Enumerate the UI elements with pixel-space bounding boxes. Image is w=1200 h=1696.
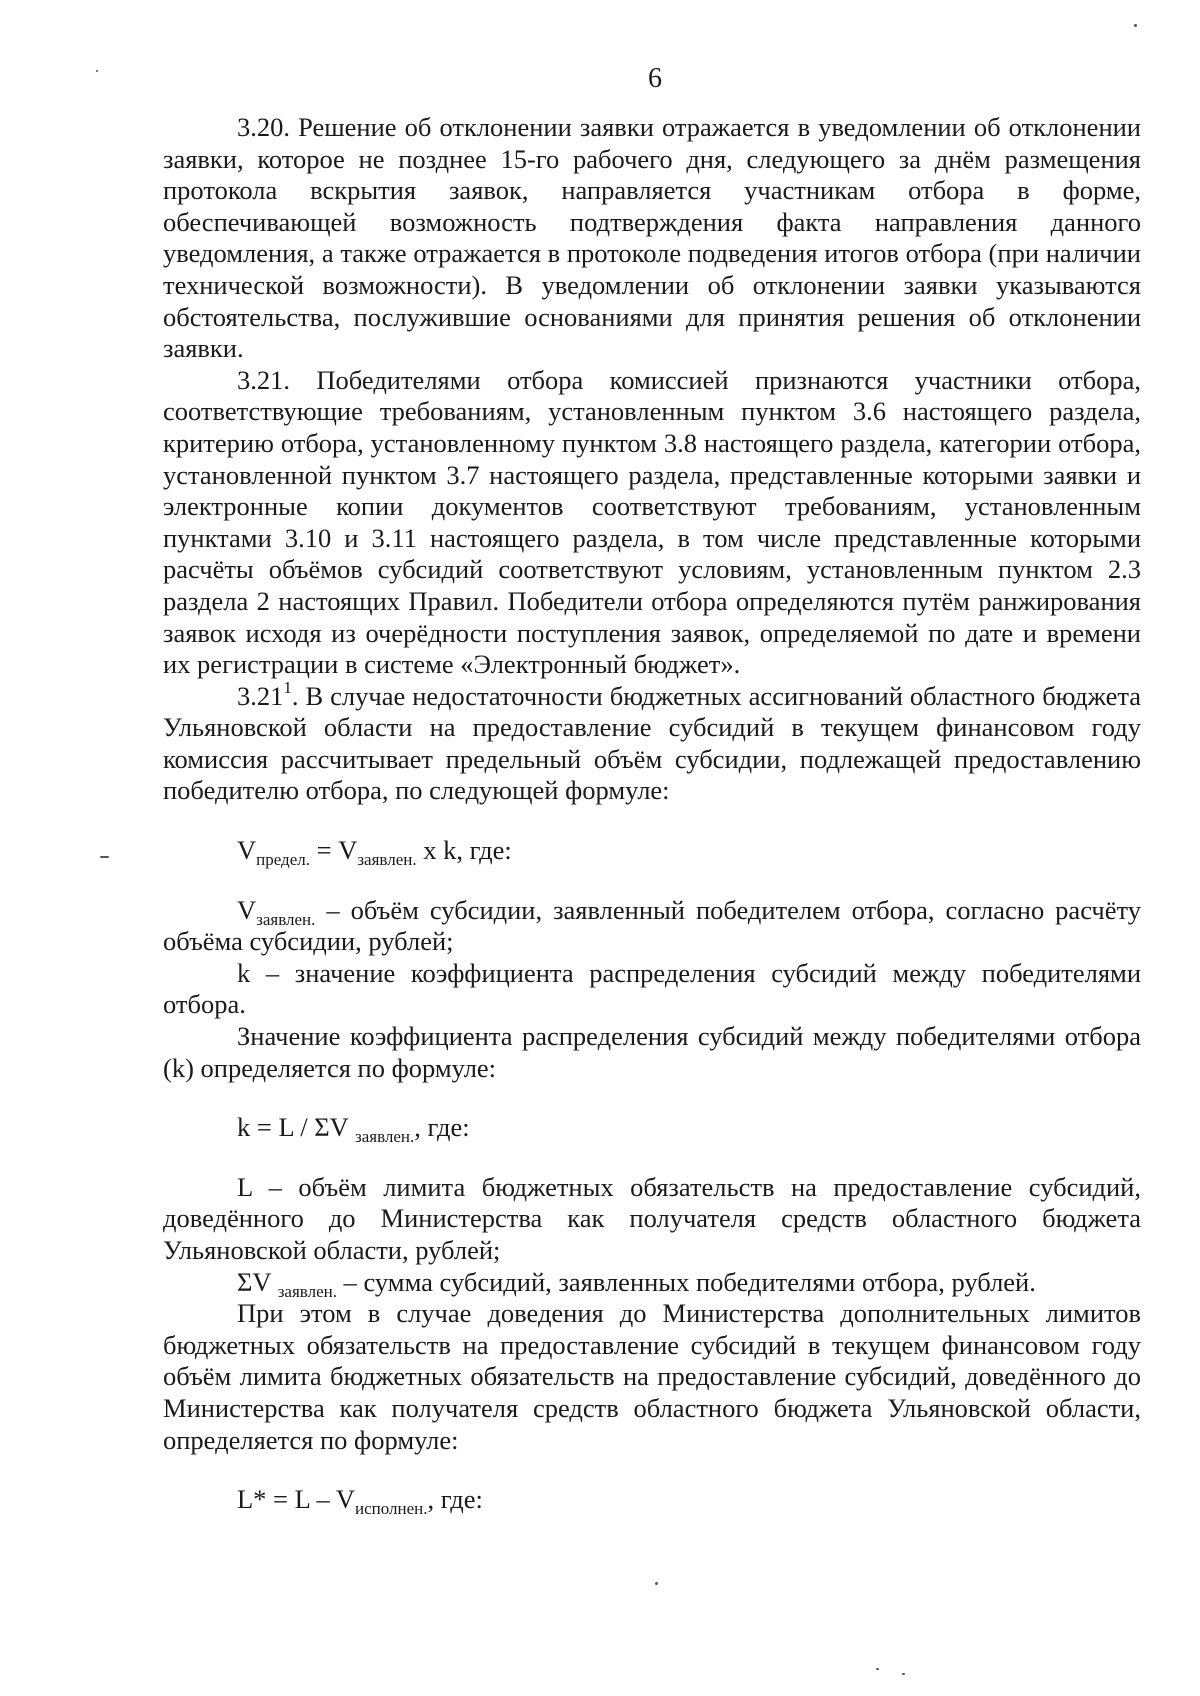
formula-part: k = L / ΣV xyxy=(237,1112,355,1143)
formula-part: , где: xyxy=(414,1112,470,1143)
definition-v-claimed xyxy=(163,895,1141,958)
formula-part: ΣV xyxy=(237,1266,278,1297)
scan-speck xyxy=(100,856,109,858)
formula-k xyxy=(163,1112,1141,1147)
formula-var: V xyxy=(237,835,257,866)
paragraph-3-21-1 xyxy=(163,677,1141,807)
clause-text: . В случае недостаточности бюджетных ассигнований областного бюджета Ульяновской области на предоставление субсидий в текущем финансовом году комиссия рассчитывает предельный объём субсидии, подлежащей предоставлению победителю отбора, по следующей формуле: xyxy=(163,680,1141,806)
definition-text: – объём субсидии, заявленный победителем отбора, согласно расчёту объёма субсидии, рублей; xyxy=(163,894,1141,957)
definition-k: k – значение коэффициента распределения субсидий между победителями отбора. xyxy=(163,957,1141,1020)
definition-l: L – объём лимита бюджетных обязательств на предоставление субсидий, доведённого до Министерства как получателя средств областного бюджета Ульяновской области, рублей; xyxy=(163,1171,1141,1265)
paragraph-3-21: 3.21. Победителями отбора комиссией признаются участники отбора, соответствующие требованиям, установленным пунктом 3.6 настоящего раздела, критерию отбора, установленному пунктом 3.8 настоящего раздела, категории отбора, установленной пунктом 3.7 настоящего раздела, представленные которыми заявки и электронные копии документов соответствуют требованиям, установленным пунктами 3.10 и 3.11 настоящего раздела, в том числе представленные которыми расчёты объёмов субсидий соответствуют условиям, установленным пунктом 2.3 раздела 2 настоящих Правил. Победители отбора определяются путём ранжирования заявок исходя из очерёдности поступления заявок, определяемой по дате и времени их регистрации в системе «Электронный бюджет». xyxy=(163,364,1141,680)
formula-subscript: заявлен. xyxy=(354,1127,415,1147)
formula-subscript: предел. xyxy=(256,850,310,870)
formula-part: = V xyxy=(310,835,358,866)
paragraph-3-20: 3.20. Решение об отклонении заявки отражается в уведомлении об отклонении заявки, которое не позднее 15-го рабочего дня, следующего за днём размещения протокола вскрытия заявок, направляется участникам отбора в форме, обеспечивающей возможность подтверждения факта направления данного уведомления, а также отражается в протоколе подведения итогов отбора (при наличии технической возможности). В уведомлении об отклонении заявки указываются обстоятельства, послужившие основаниями для принятия решения об отклонении заявки. xyxy=(163,112,1141,364)
clause-number: 3.21 xyxy=(237,680,284,711)
paragraph-additional-limits: При этом в случае доведения до Министерства дополнительных лимитов бюджетных обязательств на предоставление субсидий в текущем финансовом году объём лимита бюджетных обязательств на предоставление субсидий, доведённого до Министерства как получателя средств областного бюджета Ульяновской области, определяется по формуле: xyxy=(163,1298,1141,1455)
formula-part: L* = L – V xyxy=(237,1484,355,1515)
formula-part: , где: xyxy=(427,1484,483,1515)
formula-subscript: заявлен. xyxy=(256,909,316,929)
formula-var: V xyxy=(237,894,257,925)
document-body xyxy=(163,112,1141,1519)
clause-superscript: 1 xyxy=(283,677,292,697)
formula-l-star xyxy=(163,1484,1141,1519)
scan-speck xyxy=(1134,24,1137,27)
formula-part: x k, где: xyxy=(416,835,512,866)
formula-subscript: исполнен. xyxy=(355,1499,428,1519)
definition-text: – сумма субсидий, заявленных победителями отбора, рублей. xyxy=(336,1266,1036,1297)
paragraph-k-intro: Значение коэффициента распределения субсидий между победителями отбора (k) определяется по формуле: xyxy=(163,1021,1141,1083)
definition-sum xyxy=(163,1267,1141,1299)
page-number: 6 xyxy=(648,63,662,94)
scan-speck xyxy=(96,70,98,72)
scan-speck xyxy=(655,1582,658,1585)
formula-subscript: заявлен. xyxy=(277,1281,337,1301)
formula-v-limit xyxy=(163,835,1141,870)
formula-subscript: заявлен. xyxy=(357,850,417,870)
scan-speck xyxy=(902,1673,905,1675)
scan-speck xyxy=(876,1668,879,1670)
